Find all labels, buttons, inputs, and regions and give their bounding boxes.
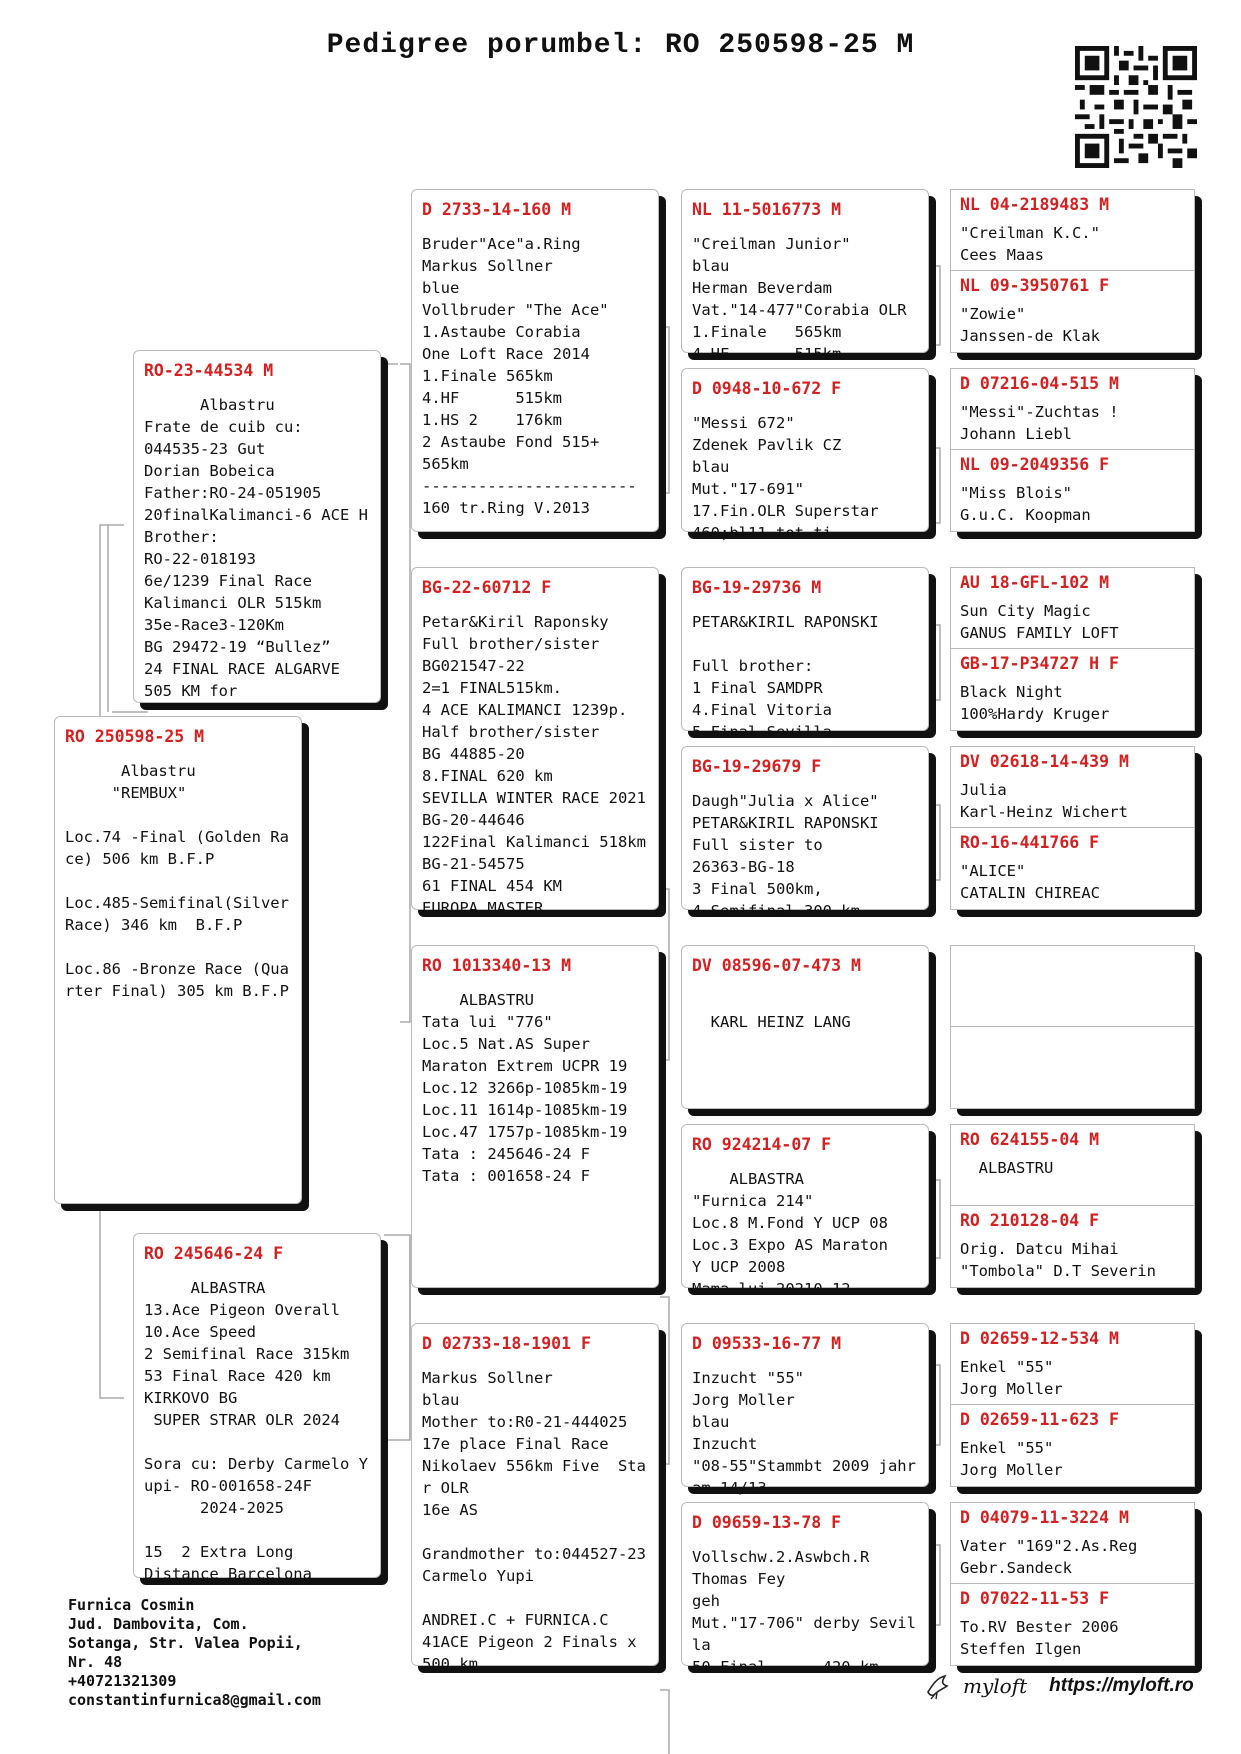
subject-ring: RO 250598-25 M xyxy=(65,727,205,746)
great-grandparent-ring: D 09533-16-77 M xyxy=(692,1334,842,1353)
gen5-details: "Messi"-Zuchtas ! Johann Liebl xyxy=(960,403,1119,443)
brand-logo-text: myloft xyxy=(963,1674,1028,1698)
great-grandparent-card[interactable] xyxy=(681,189,929,363)
mother-details: ALBASTRA 13.Ace Pigeon Overall 10.Ace Speed 2 Semifinal Race 315km 53 Final Race 420 km KIRKOVO BG SUPER STRAR OLR 2024 Sora cu: Derby Carmelo Yupi- RO-001658-24F 2024-2025 15 2 Extra Long Distance Barcelona xyxy=(144,1279,368,1583)
great-grandparent-card[interactable] xyxy=(681,567,929,741)
grandparent-details: Petar&Kiril Raponsky Full brother/sister BG021547-22 2=1 FINAL515km. 4 ACE KALIMANCI 1239p. Half brother/sister BG 44885-20 8.FINAL 620 km SEVILLA WINTER RACE 2021 BG-20-44646 122Final Kalimanci 518km BG-21-54575 61 FINAL 454 KM EUROPA MASTER xyxy=(422,613,646,917)
gen5-ring: RO 624155-04 M xyxy=(960,1130,1100,1149)
gen5-card[interactable] xyxy=(950,1124,1195,1207)
gen5-ring: D 02659-11-623 F xyxy=(960,1410,1119,1429)
gen5-details: Julia Karl-Heinz Wichert xyxy=(960,781,1128,821)
great-grandparent-ring: DV 08596-07-473 M xyxy=(692,956,861,975)
great-grandparent-details: Inzucht "55" Jorg Moller blau Inzucht "08-55"Stammbt 2009 jahr am 14/13 xyxy=(692,1369,916,1497)
gen5-details: ALBASTRU xyxy=(960,1159,1054,1177)
owner-phone: +40721321309 xyxy=(68,1672,177,1690)
grandparent-ring: BG-22-60712 F xyxy=(422,578,552,597)
gen5-details: To.RV Bester 2006 Steffen Ilgen xyxy=(960,1618,1119,1658)
owner-email: constantinfurnica8@gmail.com xyxy=(68,1691,321,1709)
father-card[interactable] xyxy=(133,350,381,703)
owner-name: Furnica Cosmin xyxy=(68,1596,195,1614)
mother-card[interactable] xyxy=(133,1233,381,1583)
gen5-pair xyxy=(950,945,1195,1109)
grandparent-details: ALBASTRU Tata lui "776" Loc.5 Nat.AS Super Maraton Extrem UCPR 19 Loc.12 3266p-1085km-19 Loc.11 1614p-1085km-19 Loc.47 1757p-1085km-19 Tata : 245646-24 F Tata : 001658-24 F xyxy=(422,991,628,1185)
gen5-ring: DV 02618-14-439 M xyxy=(960,752,1129,771)
gen5-card[interactable] xyxy=(950,189,1195,272)
gen5-pair xyxy=(950,746,1195,910)
subject-details: Albastru "REMBUX" Loc.74 -Final (Golden Race) 506 km B.F.P Loc.485-Semifinal(Silver Race) 346 km B.F.P Loc.86 -Bronze Race (Quarter Final) 305 km B.F.P xyxy=(65,762,289,1000)
great-grandparent-details: Vollschw.2.Aswbch.R Thomas Fey geh Mut."17-706" derby Sevilla 50 Final 420 km xyxy=(692,1548,916,1676)
grandparent-details: Markus Sollner blau Mother to:R0-21-444025 17e place Final Race Nikolaev 556km Five Star OLR 16e AS Grandmother to:044527-23 Carmelo Yupi ANDREI.C + FURNICA.C 41ACE Pigeon 2 Finals x 500 km xyxy=(422,1369,646,1673)
gen5-card[interactable] xyxy=(950,567,1195,650)
great-grandparent-card[interactable] xyxy=(681,945,929,1109)
grandparent-card[interactable] xyxy=(411,189,659,532)
father-ring: RO-23-44534 M xyxy=(144,361,274,380)
page-title: Pedigree porumbel: RO 250598-25 M xyxy=(326,30,915,61)
mother-ring: RO 245646-24 F xyxy=(144,1244,284,1263)
great-grandparent-details: "Messi 672" Zdenek Pavlik CZ blau Mut."17-691" 17.Fin.OLR Superstar 460;bl11 tot ti xyxy=(692,414,879,542)
gen5-ring: D 02659-12-534 M xyxy=(960,1329,1119,1348)
great-grandparent-details: "Creilman Junior" blau Herman Beverdam Vat."14-477"Corabia OLR 1.Finale 565km 4.HF 515km xyxy=(692,235,907,363)
owner-address-line-3: Nr. 48 xyxy=(68,1653,123,1671)
great-grandparent-ring: NL 11-5016773 M xyxy=(692,200,842,219)
owner-info xyxy=(68,1596,321,1710)
gen5-details: "Creilman K.C." Cees Maas xyxy=(960,224,1100,264)
grandparent-ring: D 02733-18-1901 F xyxy=(422,1334,591,1353)
gen5-card-empty[interactable] xyxy=(950,1026,1195,1109)
gen5-pair xyxy=(950,1502,1195,1666)
great-grandparent-ring: D 09659-13-78 F xyxy=(692,1513,842,1532)
gen5-ring: NL 09-2049356 F xyxy=(960,455,1110,474)
subject-pigeon-card[interactable] xyxy=(54,716,302,1204)
gen5-card[interactable] xyxy=(950,1502,1195,1585)
gen5-ring: RO-16-441766 F xyxy=(960,833,1100,852)
owner-address-line-1: Jud. Dambovita, Com. xyxy=(68,1615,249,1633)
gen5-ring: NL 04-2189483 M xyxy=(960,195,1110,214)
gen5-details: Orig. Datcu Mihai "Tombola" D.T Severin xyxy=(960,1240,1156,1280)
great-grandparent-ring: D 0948-10-672 F xyxy=(692,379,842,398)
great-grandparent-ring: BG-19-29736 M xyxy=(692,578,822,597)
gen5-card-empty[interactable] xyxy=(950,945,1195,1028)
gen5-details: Black Night 100%Hardy Kruger xyxy=(960,683,1110,723)
owner-address-line-2: Sotanga, Str. Valea Popii, xyxy=(68,1634,303,1652)
gen5-pair xyxy=(950,567,1195,731)
gen5-ring: AU 18-GFL-102 M xyxy=(960,573,1110,592)
gen5-ring: D 07022-11-53 F xyxy=(960,1589,1110,1608)
brand-url-link[interactable]: https://myloft.ro xyxy=(1049,1675,1194,1696)
great-grandparent-ring: RO 924214-07 F xyxy=(692,1135,832,1154)
gen5-ring: RO 210128-04 F xyxy=(960,1211,1100,1230)
grandparent-details: Bruder"Ace"a.Ring Markus Sollner blue Vollbruder "The Ace" 1.Astaube Corabia One Loft Race 2014 1.Finale 565km 4.HF 515km 1.HS 2 176km 2 Astaube Fond 515+ 565km ----------------------- 160 tr.Ring V.2013 xyxy=(422,235,637,517)
grandparent-ring: RO 1013340-13 M xyxy=(422,956,572,975)
great-grandparent-details: ALBASTRA "Furnica 214" Loc.8 M.Fond Y UCP 08 Loc.3 Expo AS Maraton Y UCP 2008 Mama lui 20210-12 xyxy=(692,1170,888,1298)
gen5-details: "ALICE" CATALIN CHIREAC xyxy=(960,862,1100,902)
grandparent-card[interactable] xyxy=(411,945,659,1288)
gen5-ring: GB-17-P34727 H F xyxy=(960,654,1119,673)
pigeon-logo-icon xyxy=(925,1672,953,1700)
great-grandparent-details: KARL HEINZ LANG xyxy=(710,1013,851,1031)
gen5-card[interactable] xyxy=(950,1404,1195,1487)
great-grandparent-details: Daugh"Julia x Alice" PETAR&KIRIL RAPONSKI Full sister to 26363-BG-18 3 Final 500km, 4 Semifinal 300 km xyxy=(692,792,879,920)
grandparent-card[interactable] xyxy=(411,567,659,917)
gen5-card[interactable] xyxy=(950,368,1195,451)
gen5-card[interactable] xyxy=(950,1323,1195,1406)
gen5-card[interactable] xyxy=(950,449,1195,532)
great-grandparent-card[interactable] xyxy=(681,368,929,542)
gen5-ring: D 07216-04-515 M xyxy=(960,374,1119,393)
gen5-details: Enkel "55" Jorg Moller xyxy=(960,1439,1063,1479)
gen5-details: Sun City Magic GANUS FAMILY LOFT xyxy=(960,602,1119,642)
gen5-ring: NL 09-3950761 F xyxy=(960,276,1110,295)
gen5-ring: D 04079-11-3224 M xyxy=(960,1508,1129,1527)
brand-footer xyxy=(925,1672,1194,1700)
father-details: Albastru Frate de cuib cu: 044535-23 Gut Dorian Bobeica Father:RO-24-051905 20finalKalimanci-6 ACE H Brother: RO-22-018193 6e/1239 Final Race Kalimanci OLR 515km 35e-Race3-120Km BG 29472-19 “Bullez” 24 FINAL RACE ALGARVE 505 KM for xyxy=(144,396,368,700)
gen5-pair xyxy=(950,1323,1195,1487)
gen5-card[interactable] xyxy=(950,1205,1195,1288)
gen5-card[interactable] xyxy=(950,270,1195,353)
grandparent-ring: D 2733-14-160 M xyxy=(422,200,572,219)
gen5-details: Enkel "55" Jorg Moller xyxy=(960,1358,1063,1398)
great-grandparent-details: PETAR&KIRIL RAPONSKI Full brother: 1 Final SAMDPR 4.Final Vitoria 5.Final Sevilla xyxy=(692,613,879,741)
great-grandparent-card[interactable] xyxy=(681,1124,929,1298)
great-grandparent-ring: BG-19-29679 F xyxy=(692,757,822,776)
gen5-card[interactable] xyxy=(950,1583,1195,1666)
great-grandparent-card[interactable] xyxy=(681,1502,929,1676)
great-grandparent-card[interactable] xyxy=(681,746,929,920)
gen5-card[interactable] xyxy=(950,746,1195,829)
gen5-details: "Miss Blois" G.u.C. Koopman xyxy=(960,484,1091,524)
gen5-pair xyxy=(950,189,1195,353)
great-grandparent-card[interactable] xyxy=(681,1323,929,1497)
gen5-details: Vater "169"2.As.Reg Gebr.Sandeck xyxy=(960,1537,1138,1577)
gen5-pair xyxy=(950,1124,1195,1288)
gen5-pair xyxy=(950,368,1195,532)
gen5-card[interactable] xyxy=(950,827,1195,910)
grandparent-card[interactable] xyxy=(411,1323,659,1673)
gen5-card[interactable] xyxy=(950,648,1195,731)
gen5-details: "Zowie" Janssen-de Klak xyxy=(960,305,1100,345)
